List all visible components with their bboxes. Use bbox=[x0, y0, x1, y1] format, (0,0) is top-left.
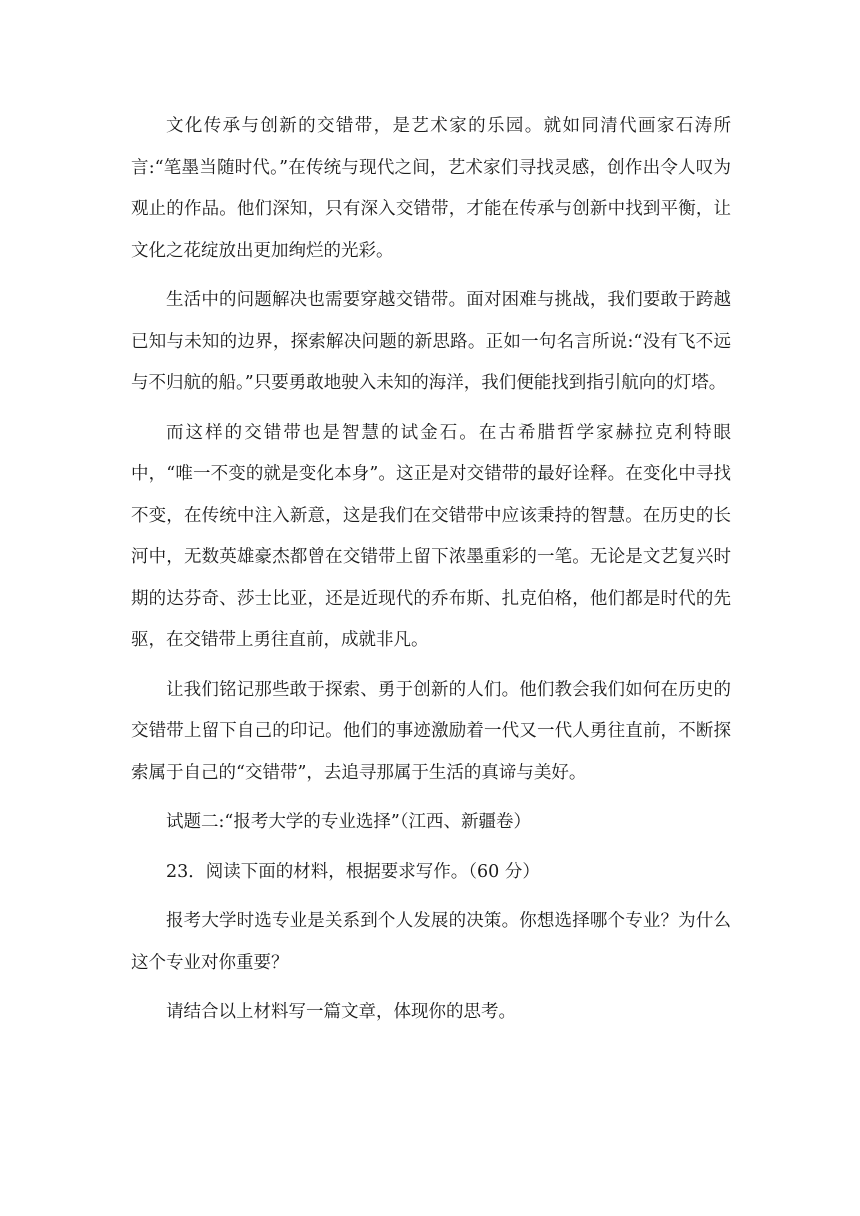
exam-question-instruction: 23．阅读下面的材料，根据要求写作。（60 分） bbox=[166, 861, 540, 882]
paragraph-art-transition: 文化传承与创新的交错带，是艺术家的乐园。就如同清代画家石涛所言:“笔墨当随时代。”在传统与现代之间，艺术家们寻找灵感，创作出令人叹为观止的作品。他们深知，只有深入交错带，才能在传承与创新中找到平衡，让文化之花绽放出更加绚烂的光彩。 bbox=[131, 116, 731, 261]
paragraph-wisdom: 而这样的交错带也是智慧的试金石。在古希腊哲学家赫拉克利特眼中，“唯一不变的就是变化本身”。这正是对交错带的最好诠释。在变化中寻找不变，在传统中注入新意，这是我们在交错带中应该秉持的智慧。在历史的长河中，无数英雄豪杰都曾在交错带上留下浓墨重彩的一笔。无论是文艺复兴时期的达芬奇、莎士比亚，还是近现代的乔布斯、扎克伯格，他们都是时代的先驱，在交错带上勇往直前，成就非凡。 bbox=[131, 422, 731, 650]
document-body bbox=[131, 106, 731, 1042]
paragraph-conclusion: 让我们铭记那些敢于探索、勇于创新的人们。他们教会我们如何在历史的交错带上留下自己的印记。他们的事迹激励着一代又一代人勇往直前，不断探索属于自己的“交错带”，去追寻那属于生活的真谛与美好。 bbox=[131, 679, 731, 783]
exam-requirement: 请结合以上材料写一篇文章，体现你的思考。 bbox=[166, 1002, 516, 1022]
paragraph-problem-solving: 生活中的问题解决也需要穿越交错带。面对困难与挑战，我们要敢于跨越已知与未知的边界，探索解决问题的新思路。正如一句名言所说:“没有飞不远与不归航的船。”只要勇敢地驶入未知的海洋，我们便能找到指引航向的灯塔。 bbox=[131, 290, 731, 393]
exam-question-title: 试题二:“报考大学的专业选择”（江西、新疆卷） bbox=[166, 812, 532, 832]
exam-material: 报考大学时选专业是关系到个人发展的决策。你想选择哪个专业？为什么这个专业对你重要？ bbox=[131, 911, 731, 973]
